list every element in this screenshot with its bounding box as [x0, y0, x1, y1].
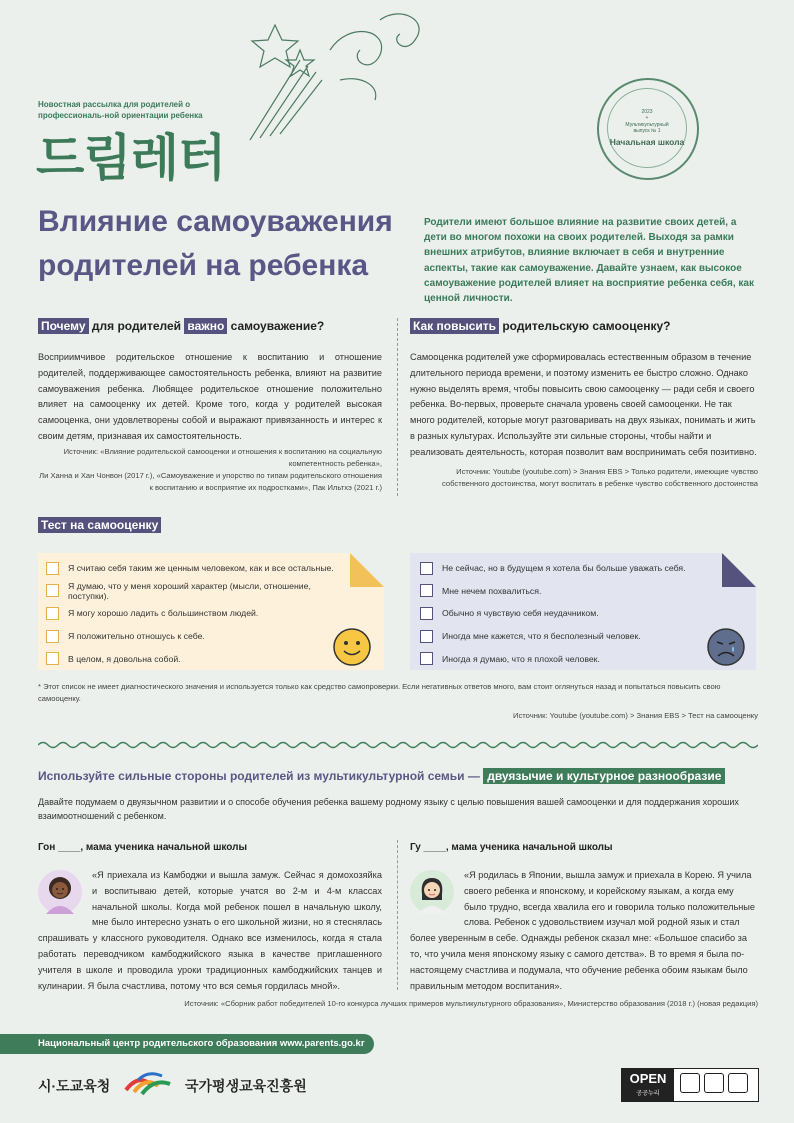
- test-item-negative[interactable]: [420, 557, 720, 580]
- open-label-box: [622, 1069, 674, 1101]
- page-title: Влияние самоуважения родителей на ребенка: [38, 205, 393, 282]
- test-note: [38, 681, 758, 705]
- right-quote: «Я родилась в Японии, вышла замуж и приехала в Корею. Я учила своего ребенка и японскому, и корейскому языкам, а когда ему было трудно, всегда хвалила его и говорила только положительные слова. Ребенок с удовольствием изучал мой родной язык и стал более уверенным в себе. Однажды ребенок сказал мне: «Большое спасибо за то, что учила меня японскому языку с самого детства». В то время я была по-настоящему счастлива и подумала, что обучение ребенка обоим языкам было правильным методом воспитания».: [410, 870, 756, 991]
- fold-corner-yellow: [350, 553, 384, 587]
- test-item-label: Не сейчас, но в будущем я хотела бы больше уважать себя.: [442, 563, 686, 574]
- left-person-heading: Гон ____, мама ученика начальной школы: [38, 842, 248, 853]
- license-icon-attribution: [680, 1073, 700, 1093]
- avatar-woman-2: [410, 870, 454, 914]
- section-why-body: Восприимчивое родительское отношение к воспитанию и отношение родителей, поддерживающее самостоятельность ребенка, влияют на развитие самоуважения ребенка. Любящее родительское отношение положительно влияет на самооценку их детей. Кроме того, когда у родителей высокая самооценка, они удовлетворены собой и выражают привязанность и интерес к своим детям, признавая их самостоятельность.: [38, 352, 382, 442]
- strengths-title-main: Используйте сильные стороны родителей из мультикультурной семьи —: [38, 769, 484, 783]
- open-license-badge: [621, 1068, 759, 1102]
- why-highlight-1: Почему: [38, 318, 89, 334]
- test-item-negative[interactable]: [420, 625, 720, 648]
- negative-test-box: [410, 553, 756, 670]
- how-title-end: родительскую самооценку?: [499, 319, 671, 333]
- right-testimonial: [410, 868, 758, 995]
- positive-items: [46, 557, 346, 670]
- left-testimonial: [38, 868, 382, 995]
- why-source-line1: Источник: «Влияние родительской самооценки и отношения к воспитанию на социальную компетентность ребенка»,: [63, 447, 382, 469]
- checkbox[interactable]: [46, 630, 59, 643]
- checkbox[interactable]: [46, 562, 59, 575]
- checkbox[interactable]: [46, 607, 59, 620]
- dream-letter-logo: 드림레터: [36, 129, 226, 187]
- section-why-heading: [38, 319, 324, 333]
- negative-items: [420, 557, 720, 670]
- org-nile: 국가평생교육진흥원: [185, 1078, 307, 1094]
- section-why-source: [38, 446, 382, 495]
- test-item-positive[interactable]: [46, 602, 346, 625]
- why-source-line2: Ли Ханна и Хан Чонвон (2017 г.), «Самоуважение и упорство по типам родительского отношения к воспитанию и восприятие их подростками», Пак Ильтхэ (2021 г.): [39, 471, 382, 493]
- footer-bar: Национальный центр родительского образования www.parents.go.kr: [0, 1034, 374, 1054]
- section-how-source: Источник: Youtube (youtube.com) > Знания EBS > Только родители, имеющие чувство собственного достоинства, могут воспитать в ребенке чувство собственного достоинства: [442, 467, 758, 489]
- intro-text: Родители имеют большое влияние на развитие своих детей, а дети во многом похожи на своих родителей. Выходя за рамки внешних атрибутов, влияние включает в себя и внутренние аспекты, такие как самоуважение. Давайте узнаем, как высокое самоуважение родителей влияет на восприятие ребенка себя, как ценной личности.: [424, 217, 754, 304]
- test-item-positive[interactable]: [46, 647, 346, 670]
- test-title: Тест на самооценку: [38, 517, 161, 533]
- test-item-label: Я думаю, что у меня хороший характер (мысли, отношение, поступки).: [68, 580, 311, 601]
- why-title-end: самоуважение?: [227, 319, 325, 333]
- test-item-positive[interactable]: [46, 557, 346, 580]
- wavy-divider: [38, 740, 758, 750]
- sad-icon: [706, 627, 746, 667]
- section-how-body: Самооценка родителей уже сформировалась естественным образом в течение длительного периода времени, и поэтому изменить ее быстро сложно. Однако нужно выделять время, чтобы повысить свою самооценку — ради себя и своего ребенка. Во-первых, проверьте сначала уровень своей самооценки. Не так много родителей, которые могут разговаривать на двух языках, понимать и жить в разных культурах. Используйте эти сильные стороны, чтобы найти и реализовать деятельность, которая позволит вам воспринимать себя позитивно.: [410, 352, 757, 457]
- test-heading: [38, 518, 161, 532]
- license-icon-noncommercial: [704, 1073, 724, 1093]
- stamp-year: 2023: [641, 108, 653, 115]
- test-item-label: Обычно я чувствую себя неудачником.: [442, 608, 599, 619]
- test-item-label: Я могу хорошо ладить с большинством людей.: [68, 608, 259, 619]
- test-item-negative[interactable]: [420, 647, 720, 670]
- checkbox[interactable]: [46, 584, 59, 597]
- test-note-text: Этот список не имеет диагностического значения и используется только как средство самопроверки. Если негативных ответов много, вам стоит оглянуться назад и попытаться повысить свою самооценку.: [38, 682, 721, 704]
- license-icon-nochange: [728, 1073, 748, 1093]
- open-label: OPEN: [629, 1071, 667, 1086]
- avatar-woman-1: [38, 870, 82, 914]
- stamp-school: Начальная школа: [609, 136, 685, 147]
- stamp-plus: +: [645, 115, 649, 122]
- stamp-issue-line1: Мультикультурный: [625, 121, 669, 128]
- org-education-office: 시·도교육청: [38, 1078, 111, 1094]
- strengths-heading: [38, 769, 725, 783]
- test-source: Источник: Youtube (youtube.com) > Знания EBS > Тест на самооценку: [513, 711, 758, 720]
- test-item-negative[interactable]: [420, 580, 720, 603]
- test-item-label: Мне нечем похвалиться.: [442, 585, 542, 596]
- test-item-negative[interactable]: [420, 602, 720, 625]
- strengths-intro: Давайте подумаем о двуязычном развитии и о способе обучения ребенка вашему родному языку с целью повышения вашей самооценки и для поддержания хороших взаимоотношений с ребенком.: [38, 797, 739, 821]
- column-divider-2: [397, 840, 398, 990]
- why-title-mid: для родителей: [88, 319, 185, 333]
- positive-test-box: [38, 553, 384, 670]
- strengths-highlight: двуязычие и культурное разнообразие: [483, 768, 725, 784]
- stamp-issue-line2: выпуск № 1: [633, 128, 661, 135]
- smile-icon: [332, 627, 372, 667]
- newsletter-subtitle: Новостная рассылка для родителей о профессиональ-ной ориентации ребенка: [38, 100, 203, 120]
- open-sub: 공공누리: [636, 1091, 660, 1097]
- why-highlight-2: важно: [184, 318, 227, 334]
- woman-avatar-icon: [38, 870, 82, 914]
- test-item-label: Иногда я думаю, что я плохой человек.: [442, 653, 600, 664]
- test-item-label: Я положительно отношусь к себе.: [68, 631, 205, 642]
- checkbox[interactable]: [420, 652, 433, 665]
- nile-logo-icon: [124, 1070, 174, 1096]
- test-item-positive[interactable]: [46, 625, 346, 648]
- asterisk: *: [38, 682, 41, 691]
- test-item-label: В целом, я довольна собой.: [68, 653, 181, 664]
- fold-corner-blue: [722, 553, 756, 587]
- stamp-inner: [607, 88, 687, 168]
- checkbox[interactable]: [46, 652, 59, 665]
- test-item-positive[interactable]: [46, 580, 346, 603]
- checkbox[interactable]: [420, 607, 433, 620]
- test-item-label: Иногда мне кажется, что я бесполезный человек.: [442, 631, 641, 642]
- shooting-stars-illustration: [230, 0, 440, 150]
- section-how-heading: [410, 319, 671, 333]
- checkbox[interactable]: [420, 562, 433, 575]
- issue-stamp: [597, 78, 699, 180]
- woman-avatar-icon: [410, 870, 454, 914]
- checkbox[interactable]: [420, 630, 433, 643]
- strengths-source: Источник: «Сборник работ победителей 10-го конкурса лучших примеров мультикультурного образования», Министерство образования (2018 г.) (новая редакция): [184, 999, 758, 1008]
- column-divider: [397, 318, 398, 496]
- test-item-label: Я считаю себя таким же ценным человеком, как и все остальные.: [68, 563, 334, 574]
- right-person-heading: Гу ____, мама ученика начальной школы: [410, 842, 613, 853]
- left-quote: «Я приехала из Камбоджи и вышла замуж. Сейчас я домохозяйка и воспитываю детей, которые учатся во 2-м и 4-м классах начальной школы. Когда мой ребенок пошел в начальную школу, мне было интересно узнать о его школьной жизни, но я стеснялась спрашивать у классного руководителя. Однако все изменилось, когда я стала работать переводчиком камбоджийского языка в качестве приглашенного учителя в школе и проводила уроки традиционных камбоджийских танцев и кулинарии. Я была счастлива, потому что вся семья гордилась мной».: [38, 870, 382, 991]
- how-highlight: Как повысить: [410, 318, 499, 334]
- checkbox[interactable]: [420, 584, 433, 597]
